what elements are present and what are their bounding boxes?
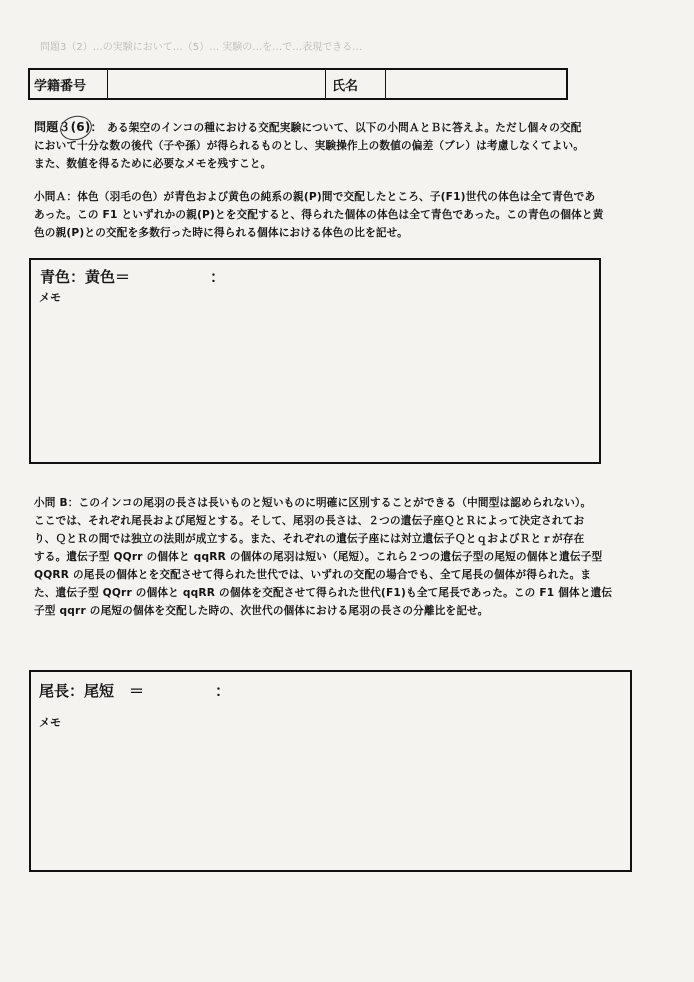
student-id-field[interactable] — [108, 70, 326, 98]
part-a-text — [34, 188, 664, 242]
part-a-memo-label: メモ — [39, 291, 61, 304]
part-b-answer-box[interactable] — [29, 670, 632, 872]
question-title: 問題３(6)： — [34, 120, 107, 134]
part-b-line-3: り、ＱとＲの間では独立の法則が成立する。また、それぞれの遺伝子座には対立遺伝子ＱとｑおよびＲとｒが存在 — [34, 533, 585, 545]
part-b-memo-label: メモ — [39, 716, 61, 729]
intro-line-3: また、数値を得るために必要なメモを残すこと。 — [34, 158, 272, 170]
name-label: 氏名 — [326, 70, 386, 98]
intro-line-2: において十分な数の後代（子や孫）が得られるものとし、実験操作上の数値の偏差（ブレ）は考慮しなくてよい。 — [34, 140, 585, 152]
part-a-line-1: 体色（羽毛の色）が青色および黄色の純系の親(P)間で交配したところ、子(F1)世代の体色は全て青色であ — [77, 191, 596, 203]
part-a-answer-box[interactable] — [29, 258, 601, 464]
part-b-text — [34, 494, 664, 620]
part-b-ratio-separator: ： — [215, 682, 231, 700]
part-b-ratio-label: 尾長：尾短 ＝ — [39, 682, 145, 700]
bleed-through-text: 問題3（2）…の実験において…（5）… 実験の…を…で…表現できる… — [40, 42, 363, 53]
part-a-line-3: 色の親(P)との交配を多数行った時に得られる個体における体色の比を記せ。 — [34, 227, 408, 239]
part-b-line-2: ここでは、それぞれ尾長および尾短とする。そして、尾羽の長さは、２つの遺伝子座ＱとＲによって決定されてお — [34, 515, 585, 527]
part-a-label: 小問Ａ： — [34, 191, 78, 203]
part-b-line-4: する。遺伝子型 QQrr の個体と qqRR の個体の尾羽は短い（尾短）。これら２つの遺伝子型の尾短の個体と遺伝子型 — [34, 551, 603, 563]
part-a-ratio-line — [40, 266, 226, 287]
name-field[interactable] — [386, 70, 566, 98]
part-a-ratio-label: 青色：黄色＝ — [40, 268, 131, 286]
part-b-line-5: QQRR の尾長の個体とを交配させて得られた世代では、いずれの交配の場合でも、全て尾長の個体が得られた。ま — [34, 569, 592, 581]
part-b-line-1: このインコの尾羽の長さは長いものと短いものに明確に区別することができる（中間型は認められない）。 — [78, 497, 592, 509]
part-b-line-6: た、遺伝子型 QQrr の個体と qqRR の個体を交配させて得られた世代(F1)も全て尾長であった。この F1 個体と遺伝 — [34, 587, 613, 599]
part-a-line-2: あった。この F1 といずれかの親(P)とを交配すると、得られた個体の体色は全て青色であった。この青色の個体と黄 — [34, 209, 604, 221]
student-id-label: 学籍番号 — [30, 70, 108, 98]
intro-line-1: ある架空のインコの種における交配実験について、以下の小問ＡとＢに答えよ。ただし個々の交配 — [107, 122, 582, 134]
part-a-ratio-separator: ： — [210, 268, 226, 286]
part-b-line-7: 子型 qqrr の尾短の個体を交配した時の、次世代の個体における尾羽の長さの分離比を記せ。 — [34, 605, 489, 617]
part-b-ratio-line — [39, 680, 231, 701]
question-intro — [34, 118, 664, 173]
part-b-label: 小問 B： — [34, 497, 79, 509]
student-info-table — [28, 68, 568, 100]
